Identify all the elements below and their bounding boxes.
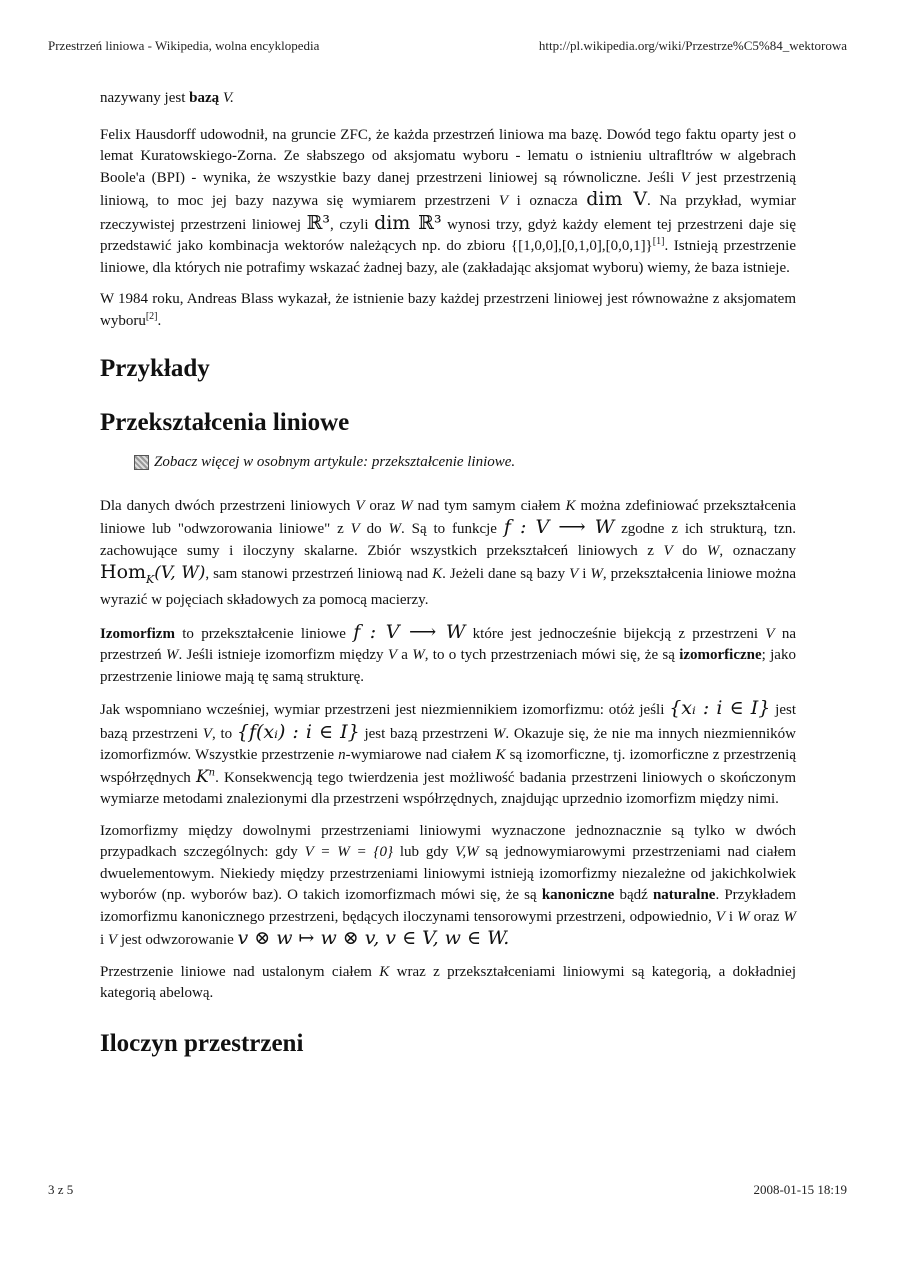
- paragraph-canonical: Izomorfizmy między dowolnymi przestrzeniami liniowymi wyznaczone jednoznacznie są tylko w dwóch przypadkach szczególnych: gdy V = W = {0} lub gdy V,W są jednowymiarowymi przestrzeniami nad ciałem dwuelementowym. Niekiedy między przestrzeniami liniowymi istnieją izomorfizmy niezależne od jakichkolwiek wyborów (np. wyborów baz). O takich izomorfizmach mówi się, że są kanoniczne bądź naturalne. Przykładem izomorfizmu kanonicznego przestrzeni, będących iloczynami tensorowymi przestrzeni, odpowiednio, V i W oraz W i V jest odwzorowanie v ⊗ w ↦ w ⊗ v, v ∈ V, w ∈ W.: [100, 822, 796, 950]
- term-izomorfizm[interactable]: Izomorfizm: [100, 625, 175, 642]
- see-also-link[interactable]: Zobacz więcej w osobnym artykule: przekształcenie liniowe.: [154, 454, 516, 470]
- paragraph-basis-def: nazywany jest bazą V.: [100, 90, 234, 106]
- print-header-title: Przestrzeń liniowa - Wikipedia, wolna encyklopedia: [48, 38, 320, 53]
- math-tensor-swap: v ⊗ w ↦ w ⊗ v, v ∈ V, w ∈ W.: [237, 927, 510, 950]
- paragraph-blass: W 1984 roku, Andreas Blass wykazał, że istnienie bazy każdej przestrzeni liniowej jest równoważne z aksjomatem wyboru[2].: [100, 291, 796, 329]
- see-also-note: [134, 452, 796, 474]
- math-basis-x: {xᵢ : i ∈ I}: [669, 697, 771, 720]
- article-link-icon: [134, 455, 149, 470]
- article-content: [100, 88, 796, 1073]
- section-heading-linear-maps: Przekształcenia liniowe: [100, 409, 350, 436]
- reference-link-2[interactable]: [2]: [145, 310, 158, 322]
- term-naturalne[interactable]: naturalne: [652, 887, 716, 904]
- paragraph-isomorphism: Izomorfizm to przekształcenie liniowe f : V ⟶ W które jest jednocześnie bijekcją z przestrzeni V na przestrzeń W. Jeśli istnieje izomorfizm między V a W, to o tych przestrzeniach mówi się, że są izomorficzne; jako przestrzenie liniowe mają tę samą strukturę.: [100, 620, 796, 685]
- math-dim-v: dim V: [586, 188, 648, 210]
- section-heading-examples: Przykłady: [100, 355, 210, 382]
- math-kn: $K^n$: [195, 766, 216, 787]
- math-dim-r3: dim ℝ³: [374, 211, 442, 234]
- math-hom: Hom$_K$(V, W): [100, 561, 206, 586]
- term-kanoniczne[interactable]: kanoniczne: [541, 887, 615, 904]
- math-f-v-to-w: f : V ⟶ W: [503, 516, 615, 538]
- math-basis-fx: {f(xᵢ) : i ∈ I}: [236, 720, 360, 743]
- term-izomorficzne[interactable]: izomorficzne: [679, 647, 762, 664]
- reference-link-1[interactable]: [1]: [652, 236, 665, 247]
- math-f-v-to-w-2: f : V ⟶ W: [353, 620, 466, 643]
- print-timestamp: 2008-01-15 18:19: [753, 1182, 847, 1197]
- paragraph-hausdorff: Felix Hausdorff udowodnił, na gruncie ZFC, że każda przestrzeń liniowa ma bazę. Dowód tego faktu oparty jest o lemat Kuratowskiego-Zorna. Ze słabszego od aksjomatu wyboru - lematu o istnieniu ultrafltrów w algebrach Boole'a (BPI) - wynika, że wszystkie bazy danej przestrzeni liniowej są równoliczne. Jeśli V jest przestrzenią liniową, to moc jej bazy nazywa się wymiarem przestrzeni V i oznacza dim V. Na przykład, wymiar rzeczywistej przestrzeni liniowej ℝ³, czyli dim ℝ³ wynosi trzy, gdyż każdy element tej przestrzeni daje się przedstawić jako kombinacja wektorów należących np. do zbioru {[1,0,0],[0,1,0],[0,0,1]}[1]. Istnieją przestrzenie liniowe, dla których nie potrafimy wskazać żadnej bazy, ale (zakładając aksjomat wyboru) wiemy, że baza istnieje.: [100, 126, 797, 276]
- paragraph-invariant: Jak wspomniano wcześniej, wymiar przestrzeni jest niezmiennikiem izomorfizmu: otóż jeśli {xᵢ : i ∈ I} jest bazą przestrzeni V, to {f(xᵢ) : i ∈ I} jest bazą przestrzeni W. Okazuje się, że nie ma innych niezmienników izomorfizmów. Wszystkie przestrzenie n-wymiarowe nad ciałem K są izomorficzne, tj. izomorficzne z przestrzenią współrzędnych $K^n$. Konsekwencją tego twierdzenia jest możliwość badania przestrzeni liniowych o skończonym wymiarze metodami znalezionymi dla przestrzeni współrzędnych, znajdując uprzednio izomorfizm między nimi.: [100, 697, 797, 808]
- paragraph-category: Przestrzenie liniowe nad ustalonym ciałem K wraz z przekształceniami liniowymi są kategorią, a dokładniej kategorią abelową.: [100, 963, 796, 1002]
- section-heading-product: Iloczyn przestrzeni: [100, 1029, 304, 1057]
- term-baza[interactable]: bazą: [189, 90, 220, 106]
- paragraph-linear-maps: Dla danych dwóch przestrzeni liniowych V oraz W nad tym samym ciałem K można zdefiniować przekształcenia liniowe lub "odwzorowania liniowe" z V do W. Są to funkcje f : V ⟶ W zgodne z ich strukturą, tzn. zachowujące sumy i iloczyny skalarne. Zbiór wszystkich przekształceń liniowych z V do W, oznaczany Hom$_K$(V, W), sam stanowi przestrzeń liniową nad K. Jeżeli dane są bazy V i W, przekształcenia liniowe można wyrazić w pojęciach składowych za pomocą macierzy.: [100, 497, 797, 609]
- page-number: 3 z 5: [48, 1182, 74, 1197]
- math-r3: ℝ³: [306, 211, 331, 234]
- print-header-url: http://pl.wikipedia.org/wiki/Przestrze%C5%84_wektorowa: [538, 38, 847, 53]
